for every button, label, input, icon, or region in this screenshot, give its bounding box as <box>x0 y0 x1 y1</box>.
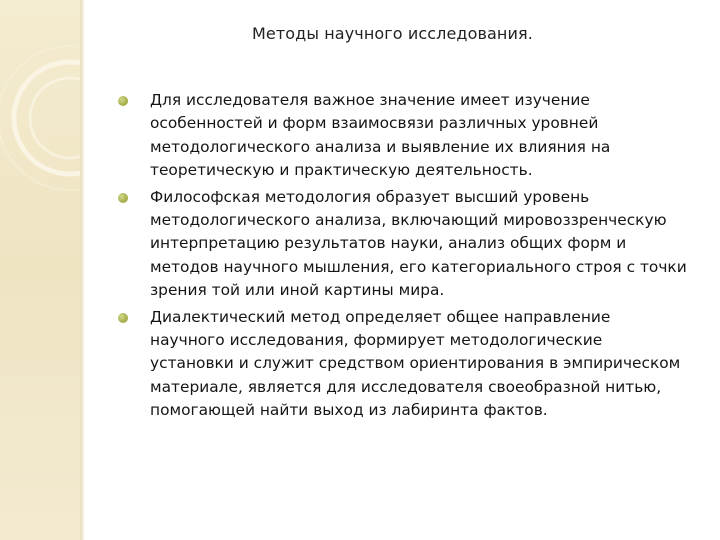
decorative-side-panel <box>0 0 80 540</box>
bullet-text: Для исследователя важное значение имеет изучение особенностей и форм взаимосвязи различных уровней методологического анализа и выявление их влияния на теоретическую и практическую деятельность. <box>150 91 611 180</box>
bullet-text: Диалектический метод определяет общее направление научного исследования, формирует методологические установки и служит средством ориентирования в эмпирическом материале, является для исследователя своеобразной нитью, помогающей найти выход из лабиринта фактов. <box>150 307 681 420</box>
bullet-dot-icon <box>118 193 128 203</box>
decorative-rings-icon <box>0 0 80 540</box>
bullet-text: Философская методология образует высший уровень методологического анализа, включающий мировоззренческую интерпретацию результатов науки, анализ общих форм и методов научного мышления, его категориального строя с точки зрения той или иной картины мира. <box>150 187 687 300</box>
bullet-list <box>118 89 688 426</box>
side-panel-edge <box>80 0 84 540</box>
slide-title: Методы научного исследования. <box>252 24 533 43</box>
bullet-item <box>118 306 688 423</box>
bullet-dot-icon <box>118 96 128 106</box>
bullet-item <box>118 89 688 183</box>
bullet-item <box>118 186 688 303</box>
bullet-dot-icon <box>118 313 128 323</box>
